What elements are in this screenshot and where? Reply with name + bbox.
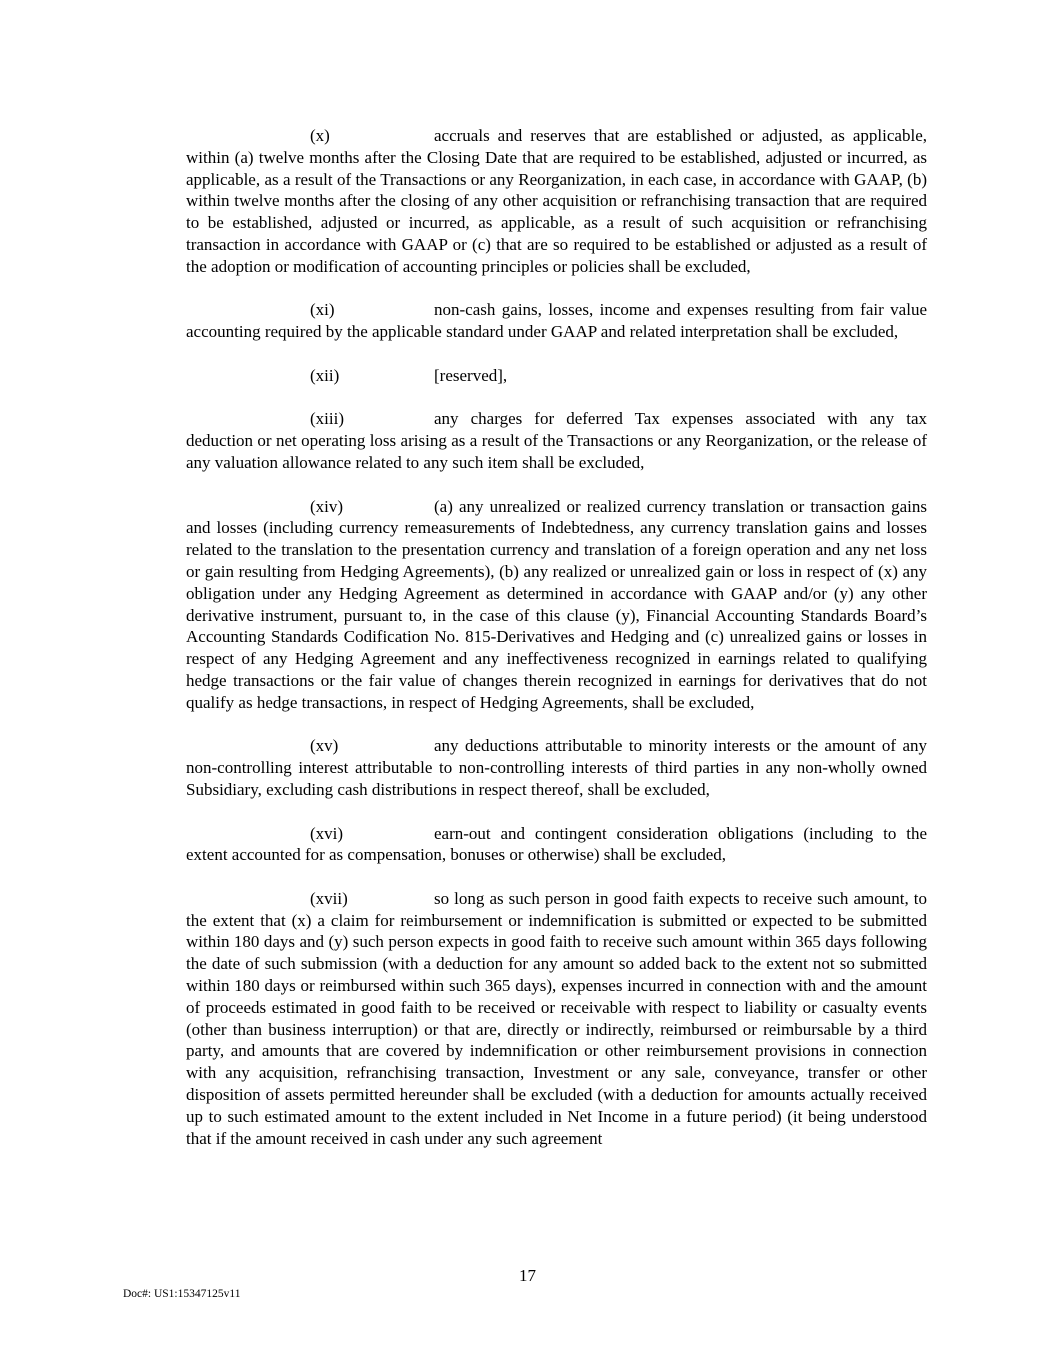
paragraph-text: [reserved], <box>434 365 508 385</box>
paragraph-number: (xvi) <box>310 823 344 843</box>
body-text <box>186 125 927 1171</box>
document-id: Doc#: US1:15347125v11 <box>123 1288 241 1300</box>
paragraph-xiv <box>186 496 927 714</box>
paragraph-text: so long as such person in good faith expects to receive such amount, to the extent that (x) a claim for reimbursement or indemnification is submitted or expected to be submitted within 180 days and (y) such person expects in good faith to receive such amount within 365 days following the date of such submission (with a deduction for any amount so added back to the extent not so submitted within 180 days or reimbursed within such 365 days), expenses incurred in connection with and the amount of proceeds estimated in good faith to be received or receivable with respect to liability or casualty events (other than business interruption) or that are, directly or indirectly, reimbursed or reimbursable by a third party, and amounts that are covered by indemnification or other reimbursement provisions in connection with any acquisition, refranchising transaction, Investment or any sale, conveyance, transfer or other disposition of assets permitted hereunder shall be excluded (with a deduction for amounts actually received up to such estimated amount to the extent included in Net Income in a future period) (it being understood that if the amount received in cash under any such agreement <box>186 888 927 1148</box>
paragraph-number: (xv) <box>310 736 339 756</box>
paragraph-text: any charges for deferred Tax expenses associated with any tax deduction or net operating loss arising as a result of the Transactions or any Reorganization, or the release of any valuation allowance related to any such item shall be excluded, <box>186 409 927 472</box>
paragraph-xvi <box>186 823 927 867</box>
paragraph-x <box>186 125 927 278</box>
paragraph-number: (xi) <box>310 300 335 320</box>
paragraph-text: accruals and reserves that are established or adjusted, as applicable, within (a) twelve months after the Closing Date that are required to be established, adjusted or incurred, as applicable, as a result of the Transactions or any Reorganization, in each case, in accordance with GAAP, (b) within twelve months after the closing of any other acquisition or refranchising transaction that are required to be established, adjusted or incurred, as applicable, as a result of such acquisition or refranchising transaction in accordance with GAAP or (c) that are so required to be established or adjusted as a result of the adoption or modification of accounting principles or policies shall be excluded, <box>186 126 927 276</box>
paragraph-text: (a) any unrealized or realized currency translation or transaction gains and losses (including currency remeasurements of Indebtedness, any currency translation gains and losses related to the translation to the presentation currency and translation of a foreign operation and any net loss or gain resulting from Hedging Agreements), (b) any realized or unrealized gain or loss in respect of (x) any obligation under any Hedging Agreement as determined in accordance with GAAP and/or (y) any other derivative instrument, pursuant to, in the case of this clause (y), Financial Accounting Standards Board’s Accounting Standards Codification No. 815-Derivatives and Hedging and (c) unrealized gains or losses in respect of any Hedging Agreement and any ineffectiveness recognized in earnings related to qualifying hedge transactions or the fair value of changes therein recognized in earnings for derivatives that do not qualify as hedge transactions, in respect of Hedging Agreements, shall be excluded, <box>186 496 927 712</box>
paragraph-number: (x) <box>310 126 330 145</box>
paragraph-xv <box>186 735 927 800</box>
paragraph-text: non-cash gains, losses, income and expenses resulting from fair value accounting required by the applicable standard under GAAP and related interpretation shall be excluded, <box>186 300 927 342</box>
paragraph-xii <box>186 365 927 387</box>
paragraph-number: (xiii) <box>310 409 344 429</box>
paragraph-text: any deductions attributable to minority interests or the amount of any non-controlling interest attributable to non-controlling interests of third parties in any non-wholly owned Subsidiary, excluding cash distributions in respect thereof, shall be excluded, <box>186 736 927 799</box>
paragraph-xi <box>186 299 927 343</box>
paragraph-number: (xii) <box>310 365 340 385</box>
paragraph-xiii <box>186 408 927 473</box>
paragraph-xvii <box>186 888 927 1150</box>
page-number: 17 <box>519 1266 536 1285</box>
paragraph-number: (xiv) <box>310 496 344 516</box>
paragraph-text: earn-out and contingent consideration obligations (including to the extent accounted for as compensation, bonuses or otherwise) shall be excluded, <box>186 823 927 865</box>
paragraph-number: (xvii) <box>310 888 348 908</box>
